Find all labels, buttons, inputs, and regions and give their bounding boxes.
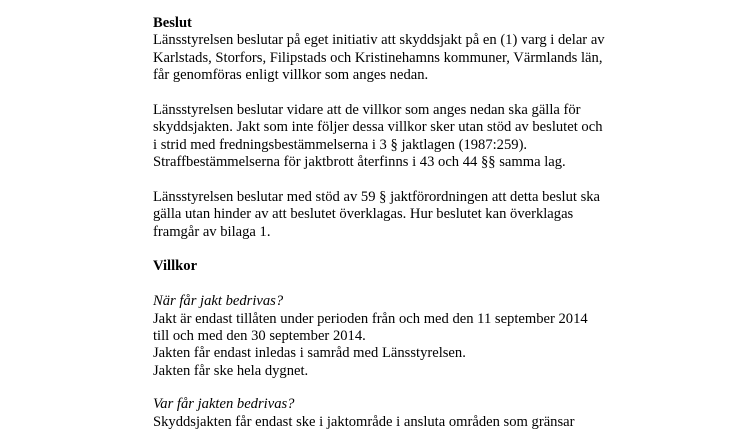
paragraph-gap [153, 276, 633, 293]
text-line: Länsstyrelsen beslutar på eget initiativ att skyddsjakt på en (1) varg i delar av [153, 32, 605, 49]
text-line: framgår av bilaga 1. [153, 223, 271, 240]
document-page [153, 15, 633, 431]
paragraph-gap [153, 241, 633, 258]
text-line: Jakten får ske hela dygnet. [153, 362, 309, 379]
text-line: i strid med fredningsbestämmelserna i 3 § jaktlagen (1987:259). [153, 136, 528, 153]
subheading-when: När får jakt bedrivas? [153, 293, 284, 310]
paragraph-conditions [153, 102, 633, 172]
subheading-where: Var får jakten bedrivas? [153, 396, 295, 413]
section-heading-beslut: Beslut [153, 15, 192, 31]
text-line: Länsstyrelsen beslutar vidare att de villkor som anges nedan ska gälla för [153, 101, 581, 118]
paragraph-when [153, 311, 633, 381]
paragraph-gap [153, 172, 633, 189]
text-line: Jakt är endast tillåten under perioden från och med den 11 september 2014 [153, 310, 588, 327]
text-line: gälla utan hinder av att beslutet överklagas. Hur beslutet kan överklagas [153, 206, 574, 223]
text-line: skyddsjakten. Jakt som inte följer dessa villkor sker utan stöd av beslutet och [153, 119, 603, 136]
section-heading-villkor: Villkor [153, 258, 198, 275]
text-line: får genomföras enligt villkor som anges nedan. [153, 67, 429, 84]
text-line: Jakten får endast inledas i samråd med Länsstyrelsen. [153, 345, 466, 362]
text-line: Länsstyrelsen beslutar med stöd av 59 § jaktförordningen att detta beslut ska [153, 188, 601, 205]
paragraph-appeal [153, 189, 633, 241]
text-line: till och med den 30 september 2014. [153, 328, 366, 345]
paragraph-decision [153, 32, 633, 84]
paragraph-gap [153, 380, 633, 396]
text-line-partial: Skyddsjakten får endast ske i jaktområde i ansluta områden som gränsar [153, 413, 575, 430]
paragraph-gap [153, 85, 633, 102]
text-line: Straffbestämmelserna för jaktbrott återfinns i 43 och 44 §§ samma lag. [153, 154, 566, 171]
text-line: Karlstads, Storfors, Filipstads och Kristinehamns kommuner, Värmlands län, [153, 49, 603, 66]
